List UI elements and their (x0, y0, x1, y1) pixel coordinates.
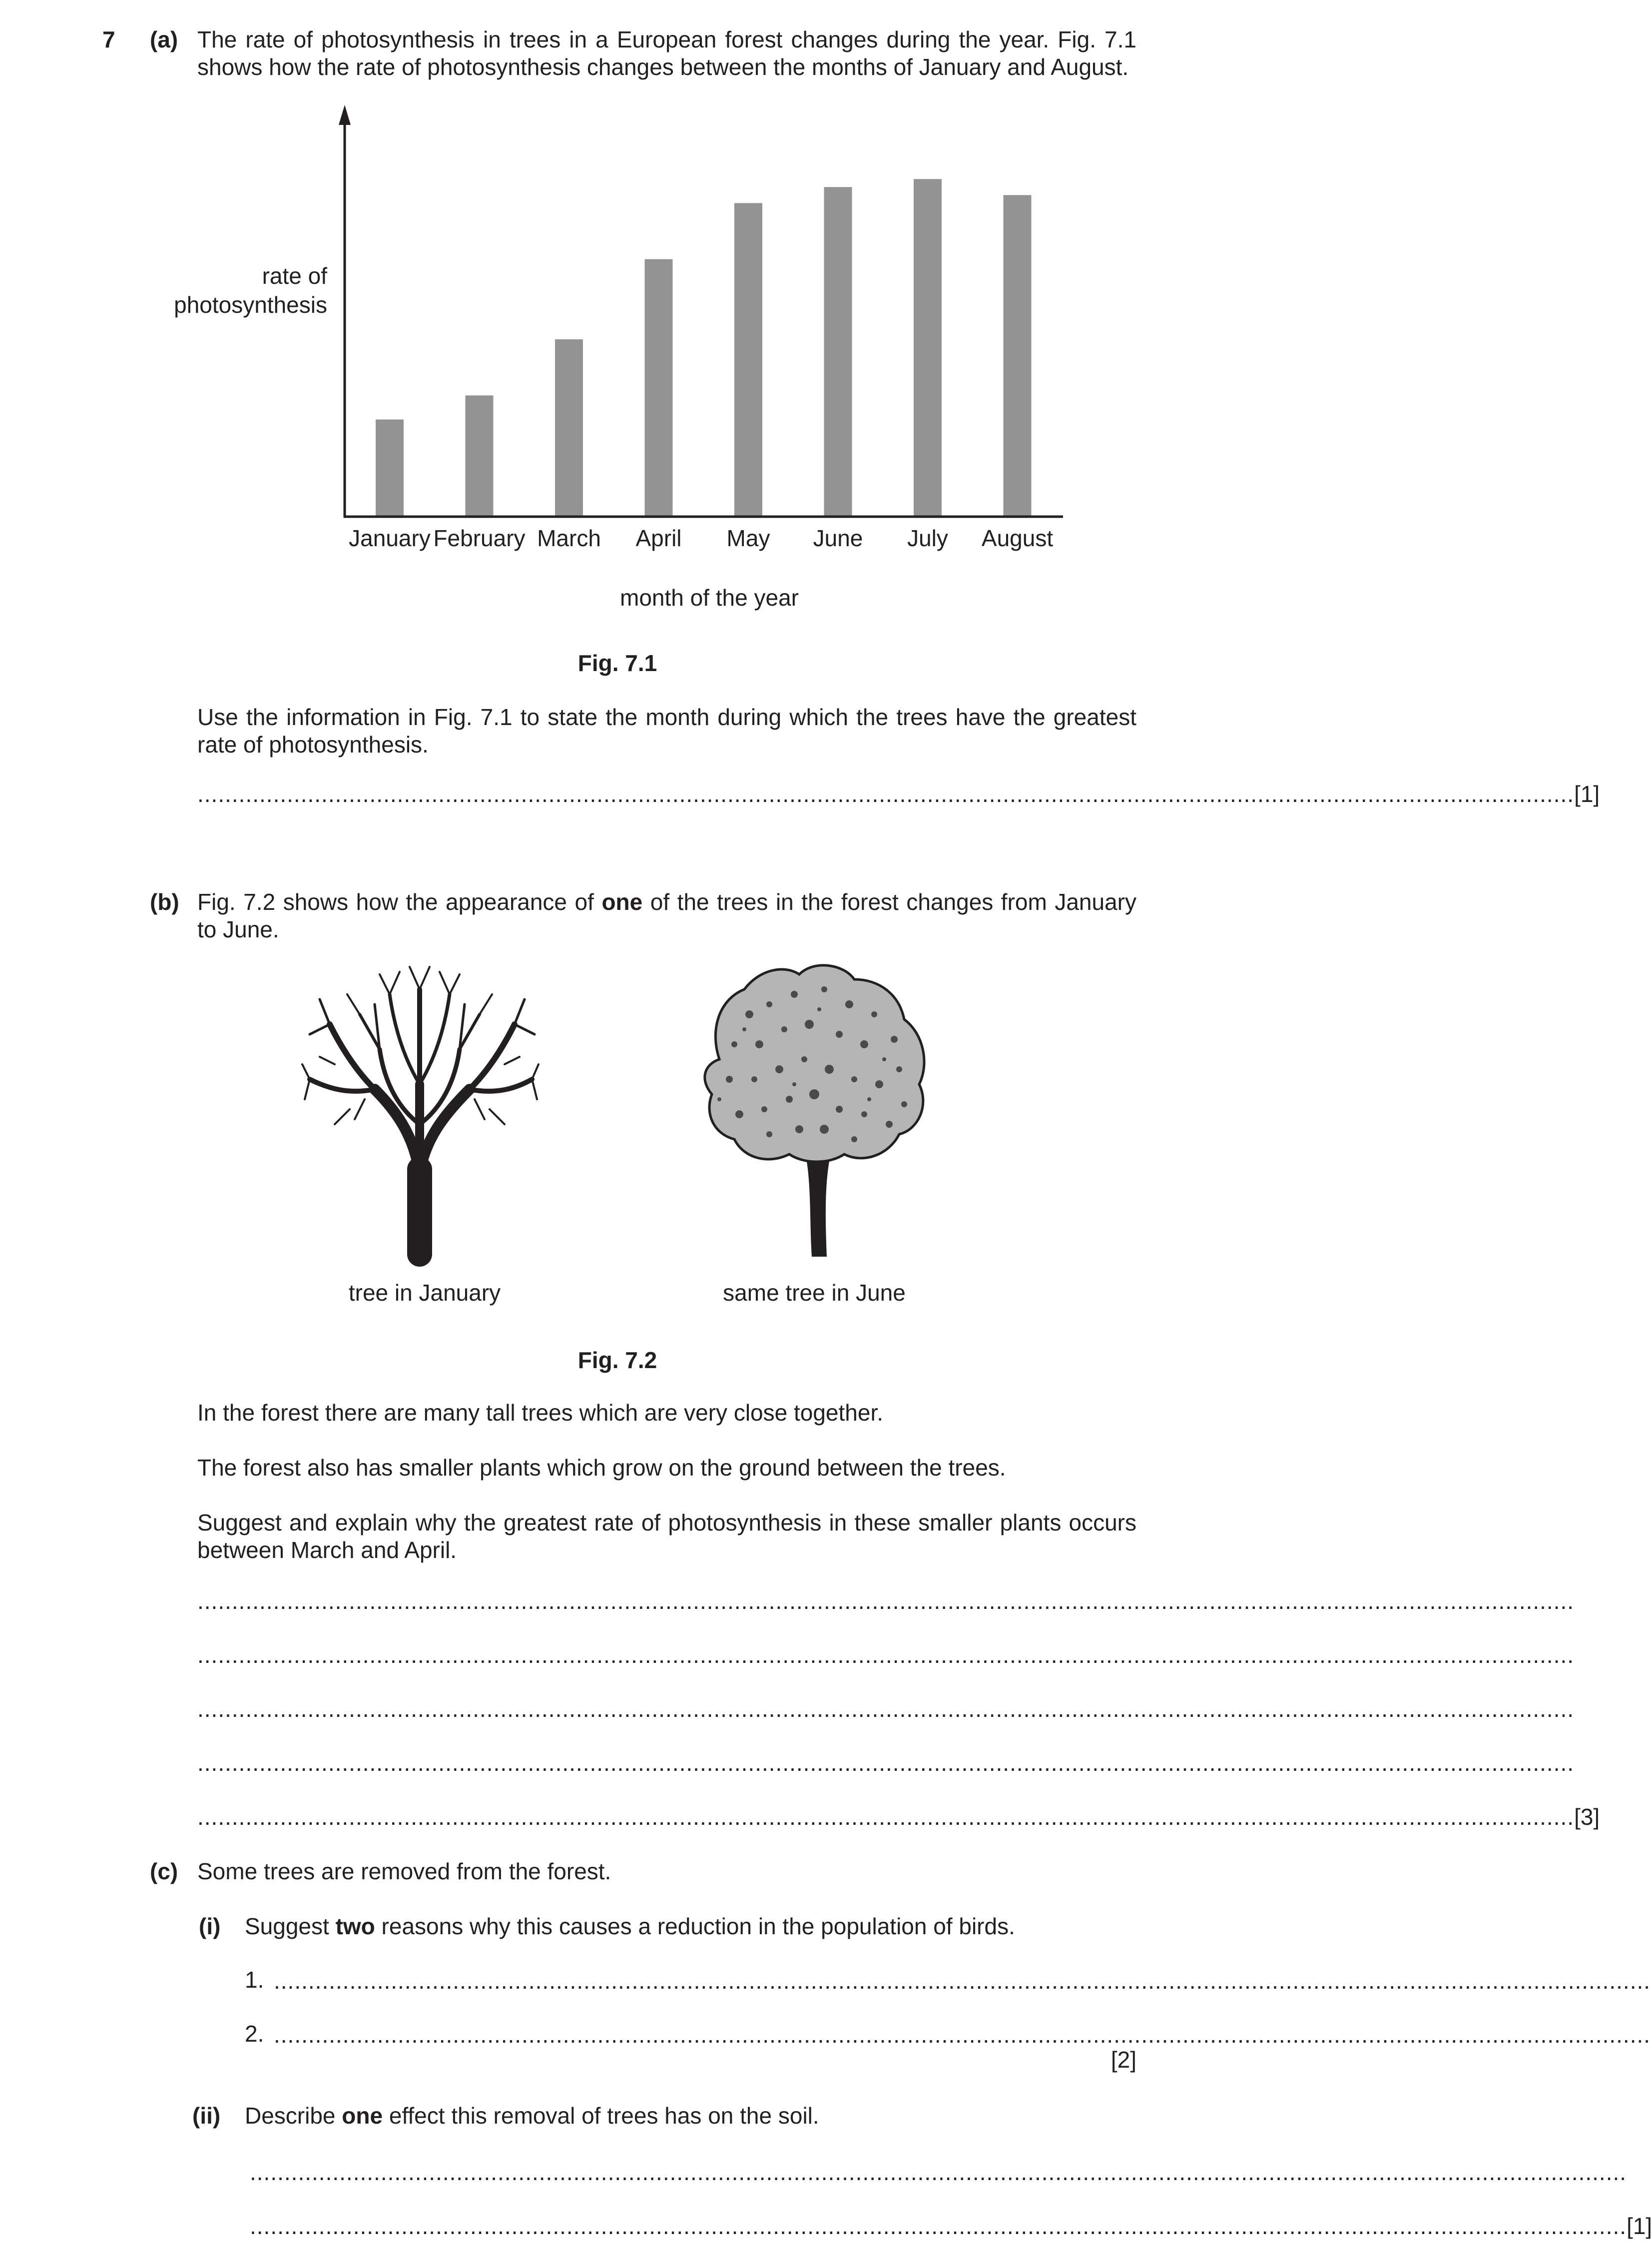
bar-april (645, 259, 673, 516)
part-c-ii-marks: [1] (1627, 2213, 1652, 2239)
bar-june (824, 187, 852, 516)
fig-7-2-caption: Fig. 7.2 (577, 1347, 657, 1373)
bar-july (914, 179, 942, 516)
y-axis-arrowhead (339, 105, 351, 125)
photosynthesis-bar-chart (0, 0, 1239, 625)
part-b-answer-line-2[interactable]: ........................................................................................................................................................................................................ (197, 1642, 1575, 1668)
tree-january-caption: tree in January (348, 1280, 501, 1306)
answer-dots: ........................................................................................................................................................................................................ (197, 781, 1575, 807)
part-b-prompt: Suggest and explain why the greatest rate of photosynthesis in these smaller plants occurs between March and April. (197, 1510, 1136, 1563)
tick-label-april: April (635, 525, 682, 551)
tick-label-august: August (981, 525, 1054, 551)
tree-june-caption: same tree in June (723, 1280, 906, 1306)
fig-7-1-caption: Fig. 7.1 (577, 650, 657, 676)
bar-march (555, 339, 583, 516)
y-axis-label-line-2: photosynthesis (174, 292, 327, 318)
part-c-label: (c) (150, 1858, 178, 1884)
bare-tree-january-image (300, 959, 540, 1259)
part-c-i-answer-line-1[interactable]: ........................................................................................................................................................................................................ (274, 1968, 1651, 1994)
part-b-para-1: In the forest there are many tall trees which are very close together. (197, 1400, 884, 1426)
x-axis-label: month of the year (620, 585, 799, 611)
part-b-intro: Fig. 7.2 shows how the appearance of one of the trees in the forest changes from January to June. (197, 889, 1136, 942)
question-number: 7 (102, 26, 115, 52)
part-b-marks: [3] (1574, 1804, 1600, 1830)
part-a-prompt: Use the information in Fig. 7.1 to state the month during which the trees have the greatest rate of photosynthesis. (197, 704, 1136, 757)
part-a-marks: [1] (1574, 781, 1600, 807)
tick-label-july: July (907, 525, 948, 551)
part-b-answer-line-3[interactable]: ........................................................................................................................................................................................................ (197, 1696, 1575, 1722)
part-c-i-answer-line-2[interactable]: ........................................................................................................................................................................................................ (274, 2022, 1651, 2048)
part-c-ii-answer-line-2[interactable]: ........................................................................................................................................................................................................ [1] (250, 2213, 1652, 2239)
part-c-i-label: (i) (199, 1913, 221, 1939)
tick-label-march: March (537, 525, 601, 551)
part-b-answer-line-1[interactable]: ........................................................................................................................................................................................................ (197, 1588, 1575, 1614)
part-b-answer-line-4[interactable]: ........................................................................................................................................................................................................ (197, 1750, 1575, 1776)
part-c-i-marks: [2] (1110, 2047, 1136, 2073)
tick-label-february: February (433, 525, 526, 551)
tick-label-june: June (813, 525, 863, 551)
bar-may (734, 203, 762, 516)
bar-february (466, 395, 494, 516)
part-b-answer-line-5[interactable]: ........................................................................................................................................................................................................ [3] (197, 1804, 1600, 1830)
tick-label-may: May (726, 525, 770, 551)
part-c-intro: Some trees are removed from the forest. (197, 1858, 611, 1884)
part-c-i-prompt: Suggest two reasons why this causes a reduction in the population of birds. (245, 1913, 1015, 1939)
part-b-para-2: The forest also has smaller plants which grow on the ground between the trees. (197, 1455, 1006, 1481)
part-c-i-item-2-number: 2. (245, 2021, 264, 2047)
bar-august (1004, 195, 1032, 516)
part-a-intro: The rate of photosynthesis in trees in a European forest changes during the year. Fig. 7.1 shows how the rate of photosynthesis changes between the months of January and August. (197, 26, 1136, 80)
y-axis-label-line-1: rate of (262, 263, 327, 289)
part-c-i-item-1-number: 1. (245, 1967, 264, 1993)
part-a-label: (a) (150, 26, 178, 52)
part-c-ii-answer-line-1[interactable]: ........................................................................................................................................................................................................ (250, 2159, 1627, 2185)
leafy-tree-june-image (689, 959, 939, 1259)
part-c-ii-prompt: Describe one effect this removal of trees has on the soil. (245, 2103, 819, 2129)
part-c-ii-label: (ii) (192, 2103, 221, 2129)
tick-label-january: January (349, 525, 431, 551)
bar-january (376, 420, 404, 516)
part-b-label: (b) (150, 889, 179, 915)
part-a-answer-line[interactable] (197, 779, 1600, 807)
